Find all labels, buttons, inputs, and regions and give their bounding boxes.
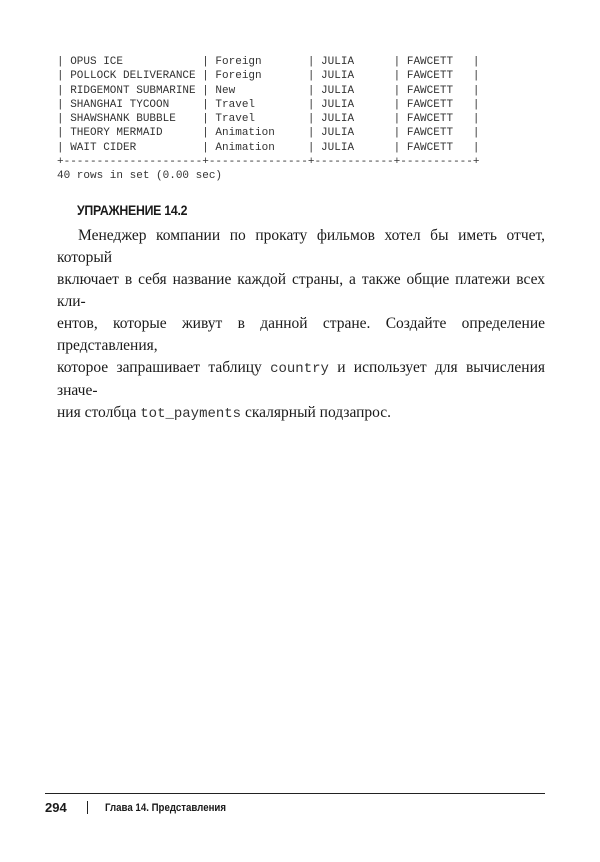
text-segment: и использует для вычисления значе- (57, 359, 545, 399)
exercise-heading: УПРАЖНЕНИЕ 14.2 (77, 202, 188, 218)
footer-separator (87, 801, 89, 814)
table-row: | OPUS ICE | Foreign | JULIA | FAWCETT | (57, 56, 480, 68)
table-row: | SHAWSHANK BUBBLE | Travel | JULIA | FAWCETT | (57, 113, 480, 126)
text-line (57, 269, 545, 313)
sql-result-table (57, 55, 479, 184)
text-segment: Менеджер компании по прокату фильмов хотел бы иметь отчет, который (57, 227, 545, 266)
text-line (57, 313, 545, 357)
table-row: | WAIT CIDER | Animation | JULIA | FAWCETT | (57, 141, 480, 154)
table-row: | POLLOCK DELIVERANCE | Foreign | JULIA | FAWCETT | (57, 70, 480, 83)
text-segment: скалярный подзапрос. (241, 404, 392, 421)
chapter-title: Глава 14. Представления (105, 801, 227, 814)
footer-divider (45, 793, 545, 794)
page-number: 294 (45, 800, 67, 815)
page-footer (45, 800, 243, 815)
table-row: | THEORY MERMAID | Animation | JULIA | FAWCETT | (57, 127, 480, 140)
table-border: +---------------------+---------------+------------+-----------+ (57, 156, 480, 169)
exercise-text (57, 225, 545, 425)
table-row: | RIDGEMONT SUBMARINE | New | JULIA | FAWCETT | (57, 84, 480, 97)
result-summary: 40 rows in set (0.00 sec) (57, 170, 223, 183)
text-line (57, 402, 545, 425)
text-line (57, 357, 545, 402)
inline-code: country (270, 361, 329, 377)
text-segment: ния столбца (57, 404, 141, 421)
text-segment: ентов, которые живут в данной стране. Создайте определение представления, (57, 315, 545, 354)
inline-code: tot_payments (140, 406, 242, 422)
text-segment: которое запрашивает таблицу (57, 359, 271, 376)
table-row: | SHANGHAI TYCOON | Travel | JULIA | FAWCETT | (57, 98, 480, 111)
text-line (57, 225, 545, 269)
text-segment: включает в себя название каждой страны, а также общие платежи всех кли- (57, 271, 545, 310)
